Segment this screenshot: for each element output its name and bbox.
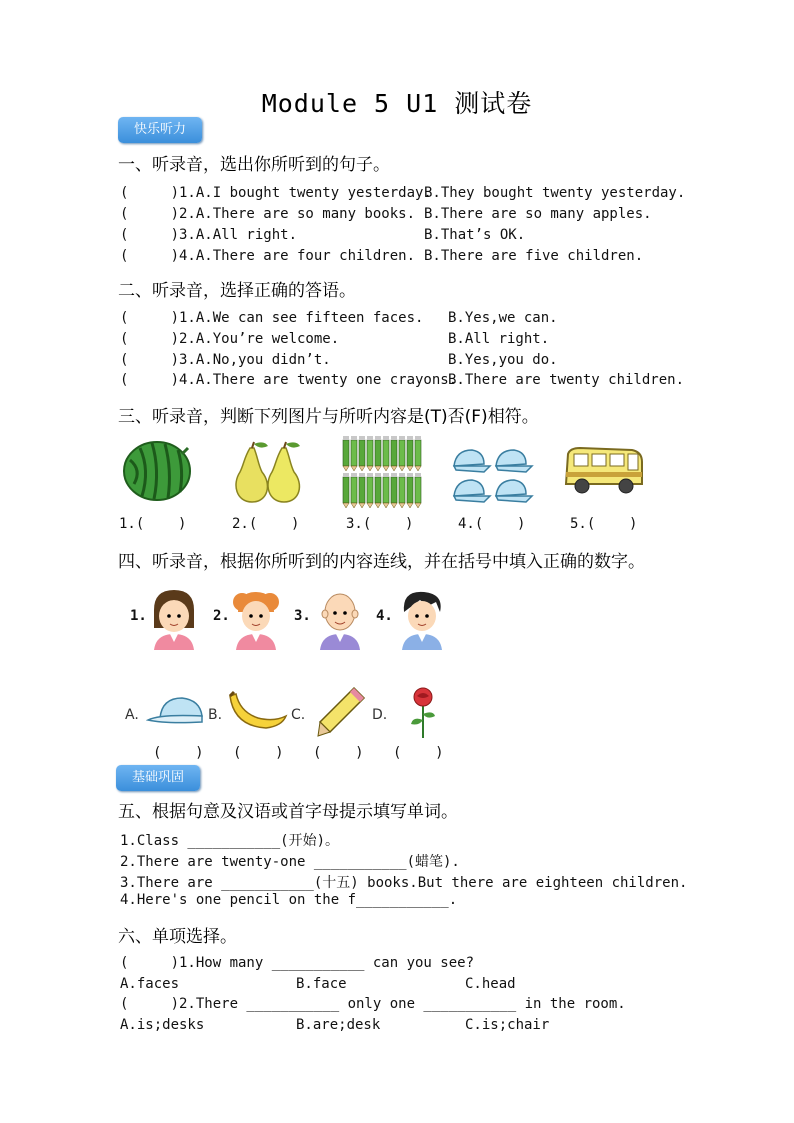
s5-item-4: 4.Here's one pencil on the f___________. [120,892,458,908]
item-letter-d: D. [372,707,388,723]
kid-number-3: 3. [294,608,311,624]
bus-icon [562,444,646,500]
item-letter-b: B. [208,707,223,723]
s2-item-2-b: B.All right. [448,331,550,347]
match-blank-3: ( ) [313,745,364,761]
s5-item-1: 1.Class ___________(开始)。 [120,833,340,849]
match-blank-4: ( ) [393,745,444,761]
s2-item-3-b: B.Yes,you do. [448,352,558,368]
caps-icon [450,444,534,506]
s1-item-2-a: ( )2.A.There are so many books. [120,206,416,222]
s6-q1-option-b: B.face [296,976,347,992]
kid-number-2: 2. [213,608,230,624]
section2-heading: 二、听录音，选择正确的答语。 [118,281,356,301]
pic-label-1: 1.( ) [119,516,187,532]
s5-item-3: 3.There are ___________(十五) books.But there are eighteen children. [120,875,688,891]
girl-2-icon [232,588,280,650]
boy-2-icon [398,588,446,650]
s6-q2: ( )2.There ___________ only one ___________ in the room. [120,996,626,1012]
section3-heading: 三、听录音，判断下列图片与所听内容是(T)否(F)相符。 [118,407,539,427]
s6-q1-option-a: A.faces [120,976,180,992]
section5-heading: 五、根据句意及汉语或首字母提示填写单词。 [118,802,458,822]
badge-listening: 快乐听力 [118,117,202,143]
s1-item-3-b: B.That’s OK. [424,227,526,243]
flower-icon [406,686,440,740]
s6-q2-option-a: A.is;desks [120,1017,205,1033]
item-letter-c: C. [291,707,306,723]
match-blank-1: ( ) [153,745,204,761]
pic-label-4: 4.( ) [458,516,526,532]
s1-item-3-a: ( )3.A.All right. [120,227,298,243]
page-title: Module 5 U1 测试卷 [261,89,533,118]
s6-q1-option-c: C.head [465,976,516,992]
pic-label-2: 2.( ) [232,516,300,532]
s2-item-4-a: ( )4.A.There are twenty one crayons. [120,372,458,388]
match-blank-2: ( ) [233,745,284,761]
pears-icon [230,440,310,504]
kid-number-1: 1. [130,608,147,624]
boy-1-icon [316,588,364,650]
section1-heading: 一、听录音，选出你所听到的句子。 [118,155,390,175]
s1-item-4-a: ( )4.A.There are four children. [120,248,416,264]
s2-item-3-a: ( )3.A.No,you didn’t. [120,352,331,368]
s6-q2-option-b: B.are;desk [296,1017,381,1033]
s1-item-1 [120,185,432,201]
s5-item-2: 2.There are twenty-one ___________(蜡笔). [120,854,460,870]
section4-heading: 四、听录音，根据你所听到的内容连线，并在括号中填入正确的数字。 [118,552,645,572]
badge-basics: 基础巩固 [116,765,200,791]
s2-item-2-a: ( )2.A.You’re welcome. [120,331,340,347]
s1-item-1-b: B.They bought twenty yesterday. [424,185,686,201]
s1-item-1-a: ( )1.A.I bought twenty yesterday. [120,185,432,201]
s2-item-1-b: B.Yes,we can. [448,310,558,326]
section6-heading: 六、单项选择。 [118,927,237,947]
pencils-icon [341,436,423,508]
kid-number-4: 4. [376,608,393,624]
s2-item-4-b: B.There are twenty children. [448,372,685,388]
pic-label-3: 3.( ) [346,516,414,532]
pic-label-5: 5.( ) [570,516,638,532]
pencil-icon [316,686,366,738]
watermelon-icon [122,440,192,502]
s1-item-2-b: B.There are so many apples. [424,206,652,222]
girl-1-icon [150,588,198,650]
s6-q2-option-c: C.is;chair [465,1017,550,1033]
cap-icon [146,694,208,730]
s2-item-1-a: ( )1.A.We can see fifteen faces. [120,310,424,326]
item-letter-a: A. [125,707,139,723]
banana-icon [226,690,288,734]
s1-item-4-b: B.There are five children. [424,248,644,264]
s6-q1: ( )1.How many ___________ can you see? [120,955,475,971]
